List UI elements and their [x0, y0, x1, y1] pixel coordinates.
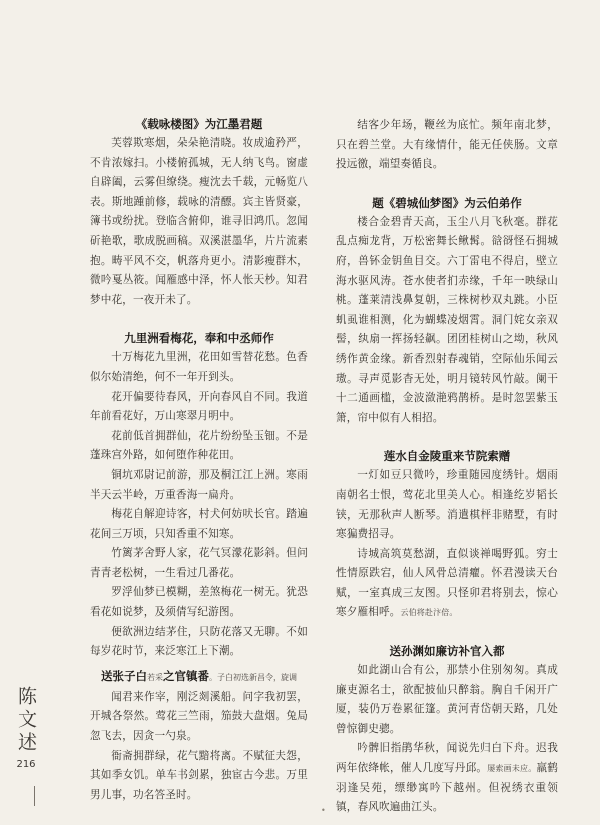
poem-note: 云伯将赴汴倍。: [400, 608, 458, 618]
poem-text-main: 吟髀旧指鹃华秋，闻说先归白下舟。迟我两年依绛帐，催人几度写丹邱。: [336, 742, 558, 775]
poem-text: 一灯如豆只微吟，珍重随园度绣针。烟雨南朝名士恨，莺花北里美人心。相逢纥岁韬长铗，无那秋声人断琴。消遣棋枰非赌墅，有时寒猵费招寻。: [336, 469, 558, 541]
poem-title-note: 。子白初选新昌令，旋调: [209, 672, 297, 682]
poem-text: 便欲洲边结茅住，只防花落又无聊。不如每岁花时节，来泛寒江上下潮。: [90, 625, 308, 658]
margin-rule: [34, 786, 35, 806]
poem-text: 罗浮仙梦已模糊，差煞梅花一树无。犹恐看花如说梦，及须倩写纪游图。: [90, 586, 308, 619]
page-number: 216: [16, 759, 36, 770]
poem-text: 梅花自解迎诗客，村犬何妨吠长官。踏遍花间三万顷，只知香重不知寒。: [90, 508, 308, 540]
sidebar: [14, 686, 38, 770]
poem-text: 花前低首拥群仙，花片纷纷坠玉钿。不是蓬珠宫外路，如何堕作种花田。: [90, 429, 308, 462]
poem-title: 送孙渊如廉访补官入都: [389, 644, 505, 659]
poem-title: 题《碧城仙梦图》为云伯弟作: [372, 195, 522, 210]
poem-text: 如此湖山合有公，那禁小住别匆匆。真成廉吏源名士，欲配披仙只醉翁。胸自千闲开广厦，装仍万卷累征篷。黄河青岱朝天路，几处曾惊御史骢。: [336, 664, 558, 735]
poem-text: 楼合金碧青天高，玉尘八月飞秋毫。群花乱点痴龙背，万松密舞长鳅髯。谽谺怪石拥城府，兽钚金钥鱼目交。六丁雷电不得启，壁立海水驱风涛。苍水使者扪赤缘，千年一映绿山桃。蓬莱清浅鼻复朝，三株树杪双丸跳。小臣虮虱谁相测，化为蝴蝶凌烟霄。洞门姹女亲双髻，纨扇一挥扬轻飙。团团桂树山之坳，秋风绣作黄金缘。新香烈射春魂销，空际仙乐闻云璈。寻声觅影杳无处，明月镜转风竹敲。阑干十二通画槛，金波潋滟鸦鹊桥。是时忽罢紫玉箫，帘中似有人相招。: [336, 215, 558, 424]
poem-text: [336, 545, 558, 623]
poem-text: 结客少年场，鞭丝为底忙。频年南北梦，只在碧兰堂。大有缘情什，能无任侠肠。文章投远徼，端望奏循良。: [336, 119, 558, 171]
poem-text: 芙蓉欺寒烟，朵朵艳清晓。妆成逾矜严，不肯浓嫁扫。小楼俯孤城，无人纳飞鸟。窗虚自辟阖，云雾但缭绕。瘦沈去千载，元畅览八表。斯地踵前修，载咏的清醥。宾主皆贤豪，簿书或纷扰。登临含俯仰，谁寻旧鸿爪。忽闻斫艳歌，歌成脱画稿。双溪湛墨华，片片流素抱。畴平风不交，帆落舟更小。清影瘦群木，微吟戛丛筱。闻雁感中泽，怀人怅天杪。知君梦中花，一夜开未了。: [90, 137, 308, 306]
poem-text: 闻君来作宰，刚泛剡溪船。问字我初罢，开城各祭然。莺花三竺雨，笳鼓大盘烟。兔局忽飞去，因贪一勺泉。: [90, 690, 308, 743]
poem-title-main: 送张子白: [101, 668, 147, 683]
poem-title: 莲水自金陵重来节院索赠: [383, 449, 511, 464]
poem-title-note: 若采: [147, 672, 163, 682]
poem-text: 竹篱茅舍野人家，花气冥濛花影斜。但问青青老松树，一生看过几番花。: [90, 547, 308, 579]
poem-text: [336, 739, 558, 817]
poem-text: 衙斋拥群绿，花气黯将离。不赋征夫怨，其如季女饥。单车书剑累，独宦古今悲。万里男儿事，功名答圣时。: [90, 749, 308, 801]
poem-title: [90, 668, 308, 686]
poem-text-main: 诗城高筑莫愁湖，直似谈禅喝野狐。穷士性情原跌宕，仙人风骨总清癯。怀君漫读天台赋，一室真成三友图。只怪卯君将别去，惊心寒夕雁相呼。: [336, 547, 558, 619]
series-title: 陈文述: [15, 686, 37, 755]
print-mark: •: [321, 806, 326, 815]
left-column: [90, 116, 308, 805]
poem-text-main: 羸鹤羽逢吴苑，缥缈寓吟下越州。但祝绣衣重领镇，春风吹遍曲江头。: [336, 762, 558, 814]
poem-text: 花开偏要待春风，开向春风自不同。我道年前看花好，万山寒翠月明中。: [90, 390, 308, 423]
poem-title: 九里洲看梅花，奉和中丞师作: [124, 331, 274, 346]
right-column: [336, 116, 558, 818]
poem-title-main: 之官镇番: [163, 668, 209, 683]
poem-title: 《载咏楼图》为江墨君题: [135, 117, 263, 131]
poem-text: 铜坑邓尉记前游，那及桐江江上洲。寒雨半天云半岭，万重香海一扁舟。: [90, 468, 308, 501]
poem-text: 十万梅花九里洲，花田如雪替花愁。色香似尔始清绝，何不一年开到头。: [90, 351, 308, 383]
poem-note: 屡索画未应。: [487, 764, 537, 774]
